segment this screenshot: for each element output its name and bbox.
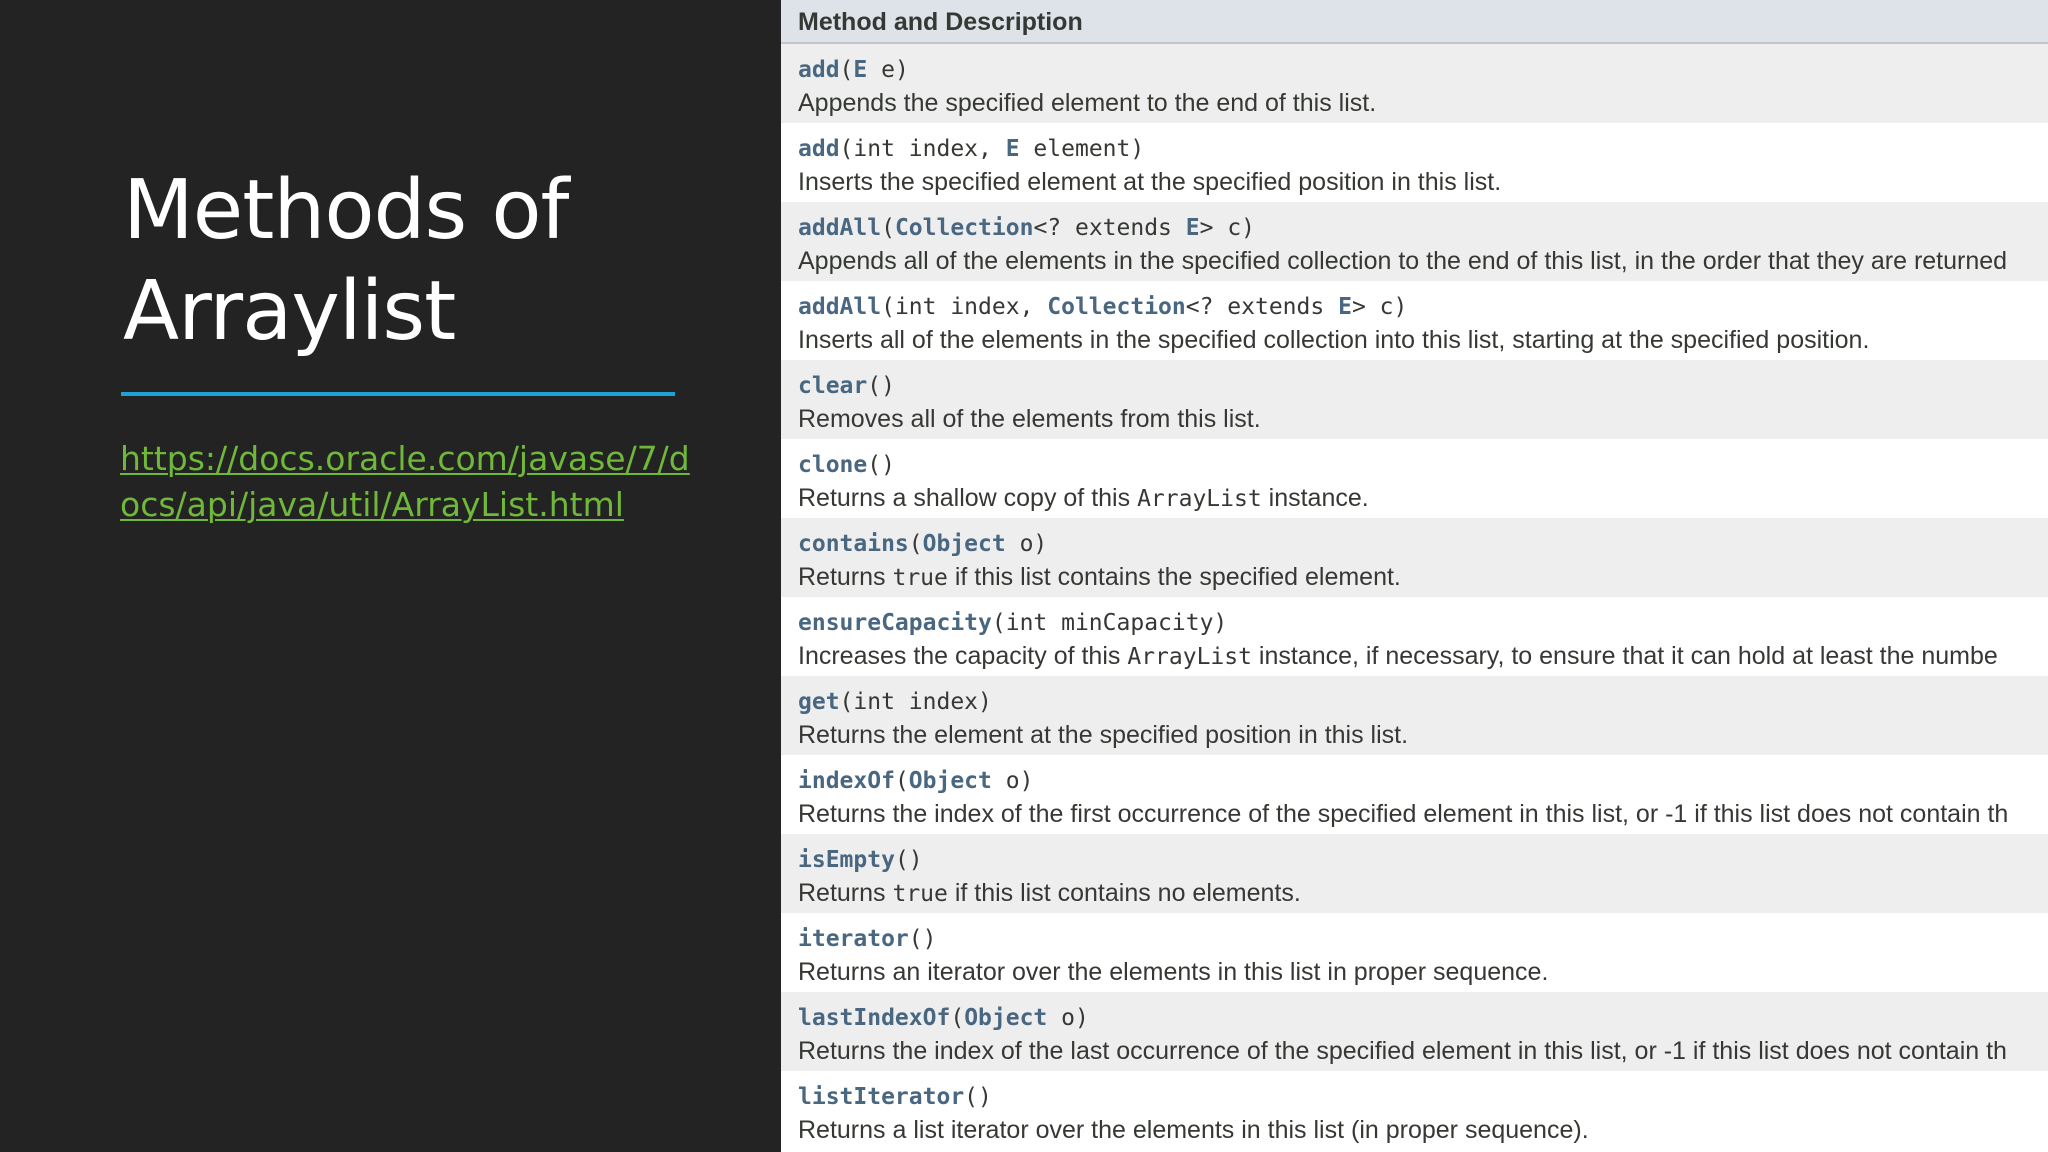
method-description xyxy=(798,560,2048,595)
inline-code: true xyxy=(892,881,948,907)
signature-text: ( xyxy=(950,1005,965,1031)
method-row xyxy=(781,518,2048,597)
type-link[interactable]: E xyxy=(1338,294,1352,320)
method-name-link[interactable]: addAll xyxy=(798,215,882,241)
method-signature xyxy=(798,686,2048,718)
type-link[interactable]: Collection xyxy=(1047,294,1186,320)
method-description xyxy=(798,876,2048,911)
description-text: Inserts the specified element at the specified position in this list. xyxy=(798,168,1502,196)
method-signature xyxy=(798,607,2048,639)
signature-text: () xyxy=(867,452,895,478)
type-link[interactable]: Object xyxy=(908,768,992,794)
method-description xyxy=(798,86,2048,120)
description-text: Returns xyxy=(798,879,893,907)
method-signature xyxy=(798,1002,2048,1034)
type-link[interactable]: E xyxy=(1185,215,1200,241)
signature-text: () xyxy=(894,847,923,873)
method-row xyxy=(781,44,2048,123)
method-row xyxy=(781,281,2048,360)
signature-text: (int minCapacity) xyxy=(991,610,1228,636)
method-name-link[interactable]: listIterator xyxy=(798,1084,965,1110)
method-description xyxy=(798,244,2048,278)
slide-left-panel xyxy=(0,0,781,1152)
description-text: instance. xyxy=(1261,484,1369,512)
description-text: Returns the index of the first occurrence of the specified element in this list, or -1 if this list does not contain th xyxy=(798,800,2009,828)
method-signature xyxy=(798,449,2048,481)
javadoc-screenshot xyxy=(781,0,2048,1152)
method-description xyxy=(798,955,2048,989)
description-text: Increases the capacity of this xyxy=(798,642,1128,670)
slide-title-line-2: Arraylist xyxy=(123,264,456,359)
method-row xyxy=(781,360,2048,439)
description-text: if this list contains the specified element. xyxy=(947,563,1401,591)
description-text: Returns a list iterator over the elements in this list (in proper sequence). xyxy=(798,1116,1589,1144)
method-description xyxy=(798,323,2048,357)
description-text: Inserts all of the elements in the specified collection into this list, starting at the specified position. xyxy=(798,326,1870,354)
signature-text: ( xyxy=(908,531,923,557)
description-text: Returns xyxy=(798,563,893,591)
method-name-link[interactable]: lastIndexOf xyxy=(798,1005,951,1031)
description-text: Returns the index of the last occurrence of the specified element in this list, or -1 if this list does not contain th xyxy=(798,1037,2007,1065)
method-row xyxy=(781,834,2048,913)
documentation-link[interactable]: https://docs.oracle.com/javase/7/docs/api/java/util/ArrayList.html xyxy=(120,439,690,524)
signature-text: ( xyxy=(894,768,909,794)
signature-text: > c) xyxy=(1199,215,1256,241)
inline-code: ArrayList xyxy=(1127,644,1252,670)
method-signature xyxy=(798,844,2048,876)
method-row xyxy=(781,1071,2048,1150)
slide-title xyxy=(123,160,683,362)
method-name-link[interactable]: addAll xyxy=(798,294,882,320)
method-signature xyxy=(798,291,2048,323)
method-name-link[interactable]: iterator xyxy=(798,926,909,952)
method-description xyxy=(798,639,2048,674)
method-signature xyxy=(798,212,2048,244)
signature-text: ( xyxy=(839,57,854,83)
type-link[interactable]: Collection xyxy=(894,215,1034,241)
method-row xyxy=(781,913,2048,992)
title-divider xyxy=(121,392,675,396)
method-signature xyxy=(798,370,2048,402)
method-row xyxy=(781,202,2048,281)
description-text: Removes all of the elements from this list. xyxy=(798,405,1261,433)
signature-text: <? extends xyxy=(1033,215,1186,241)
type-link[interactable]: Object xyxy=(922,531,1006,557)
signature-text: o) xyxy=(1005,531,1048,557)
signature-text: element) xyxy=(1019,136,1145,162)
type-link[interactable]: E xyxy=(1005,136,1020,162)
method-description xyxy=(798,1034,2048,1068)
method-description xyxy=(798,718,2048,752)
method-signature xyxy=(798,528,2048,560)
method-description xyxy=(798,1113,2048,1147)
description-text: Returns a shallow copy of this xyxy=(798,484,1138,512)
signature-text: (int index) xyxy=(839,689,992,715)
method-name-link[interactable]: ensureCapacity xyxy=(798,610,992,636)
description-text: instance, if necessary, to ensure that it can hold at least the numbe xyxy=(1251,642,1998,670)
description-text: if this list contains no elements. xyxy=(947,879,1301,907)
method-name-link[interactable]: clear xyxy=(798,373,868,399)
method-name-link[interactable]: add xyxy=(798,57,840,83)
method-table-body xyxy=(781,44,2048,1150)
method-description xyxy=(798,402,2048,436)
method-row xyxy=(781,755,2048,834)
description-text: Returns an iterator over the elements in this list in proper sequence. xyxy=(798,958,1549,986)
signature-text: o) xyxy=(1047,1005,1089,1031)
signature-text: (int index, xyxy=(881,294,1048,320)
signature-text: (int index, xyxy=(839,136,1006,162)
method-signature xyxy=(798,1081,2048,1113)
method-name-link[interactable]: get xyxy=(798,689,840,715)
description-text: Returns the element at the specified position in this list. xyxy=(798,721,1409,749)
signature-text: ( xyxy=(881,215,895,241)
signature-text: e) xyxy=(867,57,909,83)
signature-text: > c) xyxy=(1351,294,1408,320)
description-text: Appends all of the elements in the specified collection to the end of this list, in the order that they are returned xyxy=(798,247,2008,275)
method-row xyxy=(781,676,2048,755)
method-row xyxy=(781,992,2048,1071)
method-table-header: Method and Description xyxy=(781,0,2048,44)
signature-text: <? extends xyxy=(1185,294,1339,320)
method-signature xyxy=(798,765,2048,797)
method-signature xyxy=(798,923,2048,955)
method-row xyxy=(781,439,2048,518)
method-signature xyxy=(798,133,2048,165)
signature-text: () xyxy=(867,373,895,399)
signature-text: o) xyxy=(991,768,1034,794)
description-text: Appends the specified element to the end of this list. xyxy=(798,89,1377,117)
method-name-link[interactable]: contains xyxy=(798,531,909,557)
signature-text: () xyxy=(964,1084,992,1110)
method-description xyxy=(798,797,2048,831)
method-name-link[interactable]: clone xyxy=(798,452,868,478)
type-link[interactable]: Object xyxy=(964,1005,1048,1031)
method-name-link[interactable]: add xyxy=(798,136,840,162)
method-description xyxy=(798,481,2048,516)
method-signature xyxy=(798,54,2048,86)
signature-text: () xyxy=(908,926,937,952)
method-name-link[interactable]: isEmpty xyxy=(798,847,895,873)
method-row xyxy=(781,597,2048,676)
method-name-link[interactable]: indexOf xyxy=(798,768,895,794)
method-description xyxy=(798,165,2048,199)
method-row xyxy=(781,123,2048,202)
type-link[interactable]: E xyxy=(853,57,868,83)
inline-code: true xyxy=(892,565,948,591)
inline-code: ArrayList xyxy=(1137,486,1262,512)
slide-title-line-1: Methods of xyxy=(123,163,569,258)
